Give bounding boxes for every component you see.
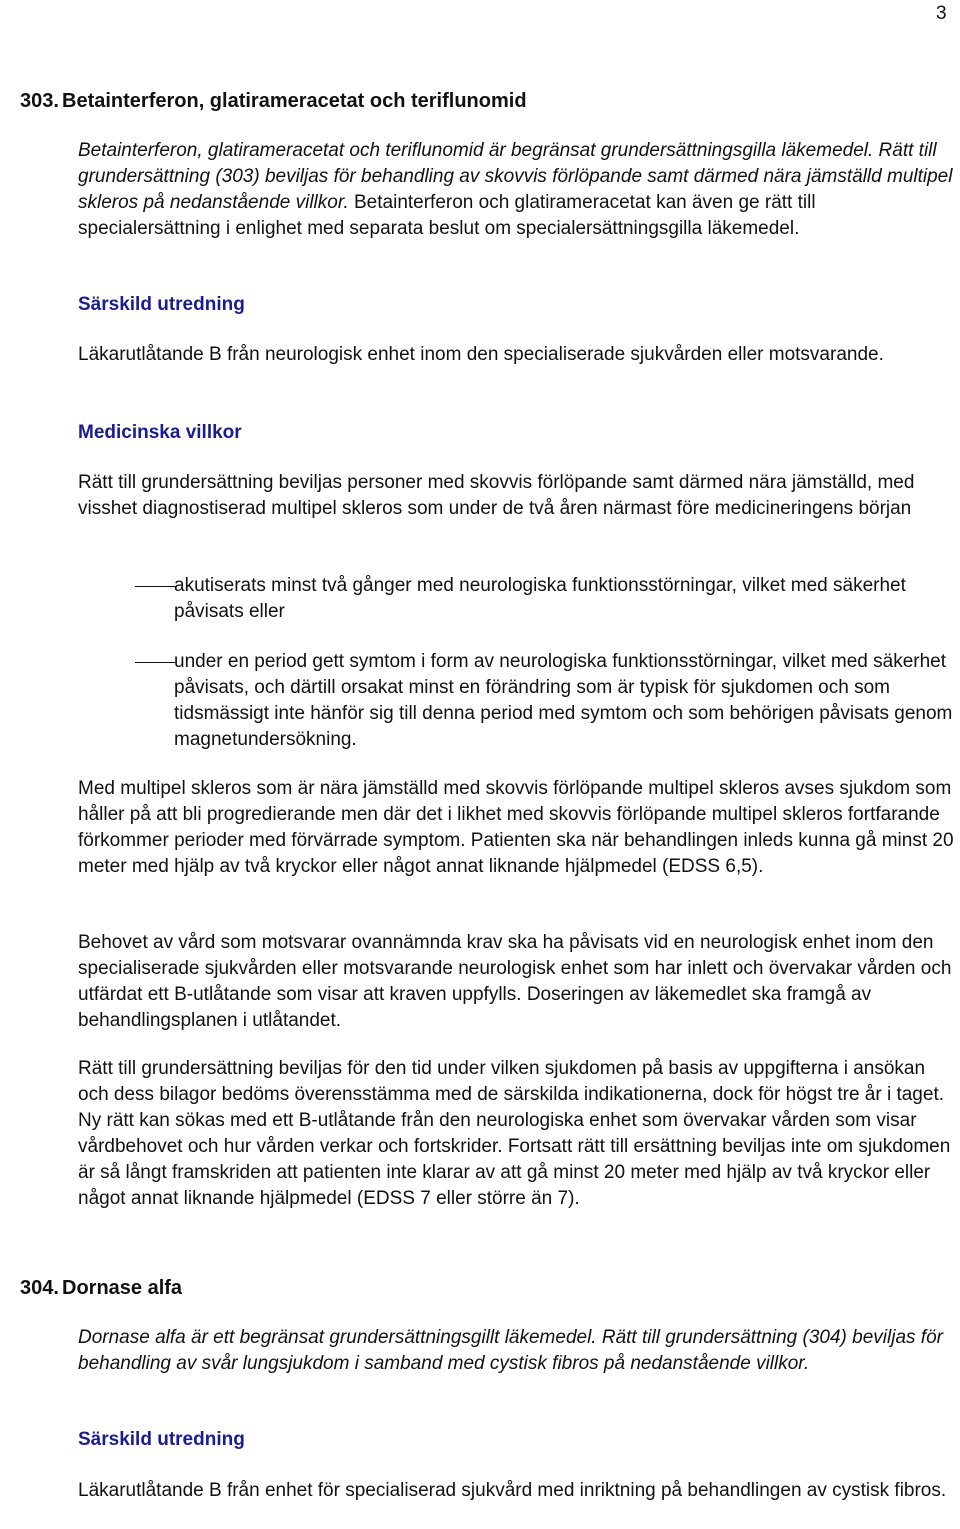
paragraph: Med multipel skleros som är nära jämställd med skovvis förlöpande multipel skleros avses sjukdom som håller på att bli progredierande men där det i likhet med skovvis förlöpande multipel skleros fortfarande förkommer perioder med förvärrade symptom. Patienten ska när behandlingen inleds kunna gå minst 20 meter med hjälp av två kryckor eller något annat liknande hjälpmedel (EDSS 6,5). bbox=[78, 778, 954, 877]
paragraph: Rätt till grundersättning beviljas för den tid under vilken sjukdomen på basis av uppgifterna i ansökan och dess bilagor bedöms överensstämma med de särskilda indikationerna, dock för högst tre år i taget. Ny rätt kan sökas med ett B-utlåtande från den neurologiska enhet som övervakar vården som visar vårdbehovet och hur vården verkar och fortskrider. Fortsatt rätt till ersättning beviljas inte om sjukdomen är så långt framskriden att patienten inte klarar av att gå minst 20 meter med hjälp av två kryckor eller något annat liknande hjälpmedel (EDSS 7 eller större än 7). bbox=[78, 1058, 951, 1209]
section-intro: Dornase alfa är ett begränsat grundersättningsgillt läkemedel. Rätt till grundersättning (304) beviljas för behandling av svår lungsjukdom i samband med cystisk fibros på nedanstående villkor. bbox=[78, 1327, 943, 1374]
section-number: 304. bbox=[20, 1277, 59, 1299]
section-title: Dornase alfa bbox=[62, 1277, 183, 1299]
dash-bullet bbox=[135, 586, 175, 587]
subheading-sarskild-utredning: Särskild utredning bbox=[78, 1429, 245, 1450]
list-item-text: akutiserats minst två gånger med neurologiska funktionsstörningar, vilket med säkerhet påvisats eller bbox=[174, 575, 906, 622]
section-title: Betainterferon, glatirameracetat och teriflunomid bbox=[62, 90, 527, 112]
section-heading-303 bbox=[20, 88, 527, 114]
subheading-medicinska-villkor: Medicinska villkor bbox=[78, 422, 242, 443]
section-number: 303. bbox=[20, 90, 59, 112]
subheading-sarskild-utredning: Särskild utredning bbox=[78, 294, 245, 315]
dash-bullet bbox=[135, 662, 175, 663]
page-number: 3 bbox=[936, 3, 947, 24]
paragraph: Läkarutlåtande B från enhet för specialiserad sjukvård med inriktning på behandlingen av cystisk fibros. bbox=[78, 1480, 947, 1501]
section-heading-304 bbox=[20, 1275, 182, 1301]
intro-plain-text: Betainterferon och glatirameracetat kan även ge rätt till specialersättning i enlighet med separata beslut om specialersättningsgilla läkemedel. bbox=[78, 192, 816, 239]
list-item-text: under en period gett symtom i form av neurologiska funktionsstörningar, vilket med säkerhet påvisats, och därtill orsakat minst en förändring som är typisk för sjukdomen och som tidsmässigt inte hänför sig till denna period med symtom och som behörigen påvisats genom magnetundersökning. bbox=[174, 651, 953, 750]
paragraph: Behovet av vård som motsvarar ovannämnda krav ska ha påvisats vid en neurologisk enhet inom den specialiserade sjukvården eller motsvarande neurologisk enhet som har inlett och övervakar vården och utfärdat ett B-utlåtande som visar att kraven uppfylls. Doseringen av läkemedlet ska framgå av behandlingsplanen i utlåtandet. bbox=[78, 932, 952, 1031]
paragraph: Rätt till grundersättning beviljas personer med skovvis förlöpande samt därmed nära jämställd, med visshet diagnostiserad multipel skleros som under de två åren närmast före medicineringens början bbox=[78, 472, 915, 519]
intro-italic-text: Betainterferon, glatirameracetat och teriflunomid är begränsat grundersättningsgilla läkemedel. Rätt till grundersättning (303) beviljas för behandling av skovvis förlöpande samt därmed nära jämställd multipel skleros på nedanstående villkor. bbox=[78, 140, 953, 213]
section-intro bbox=[78, 138, 958, 242]
paragraph: Läkarutlåtande B från neurologisk enhet inom den specialiserade sjukvården eller motsvarande. bbox=[78, 344, 884, 365]
